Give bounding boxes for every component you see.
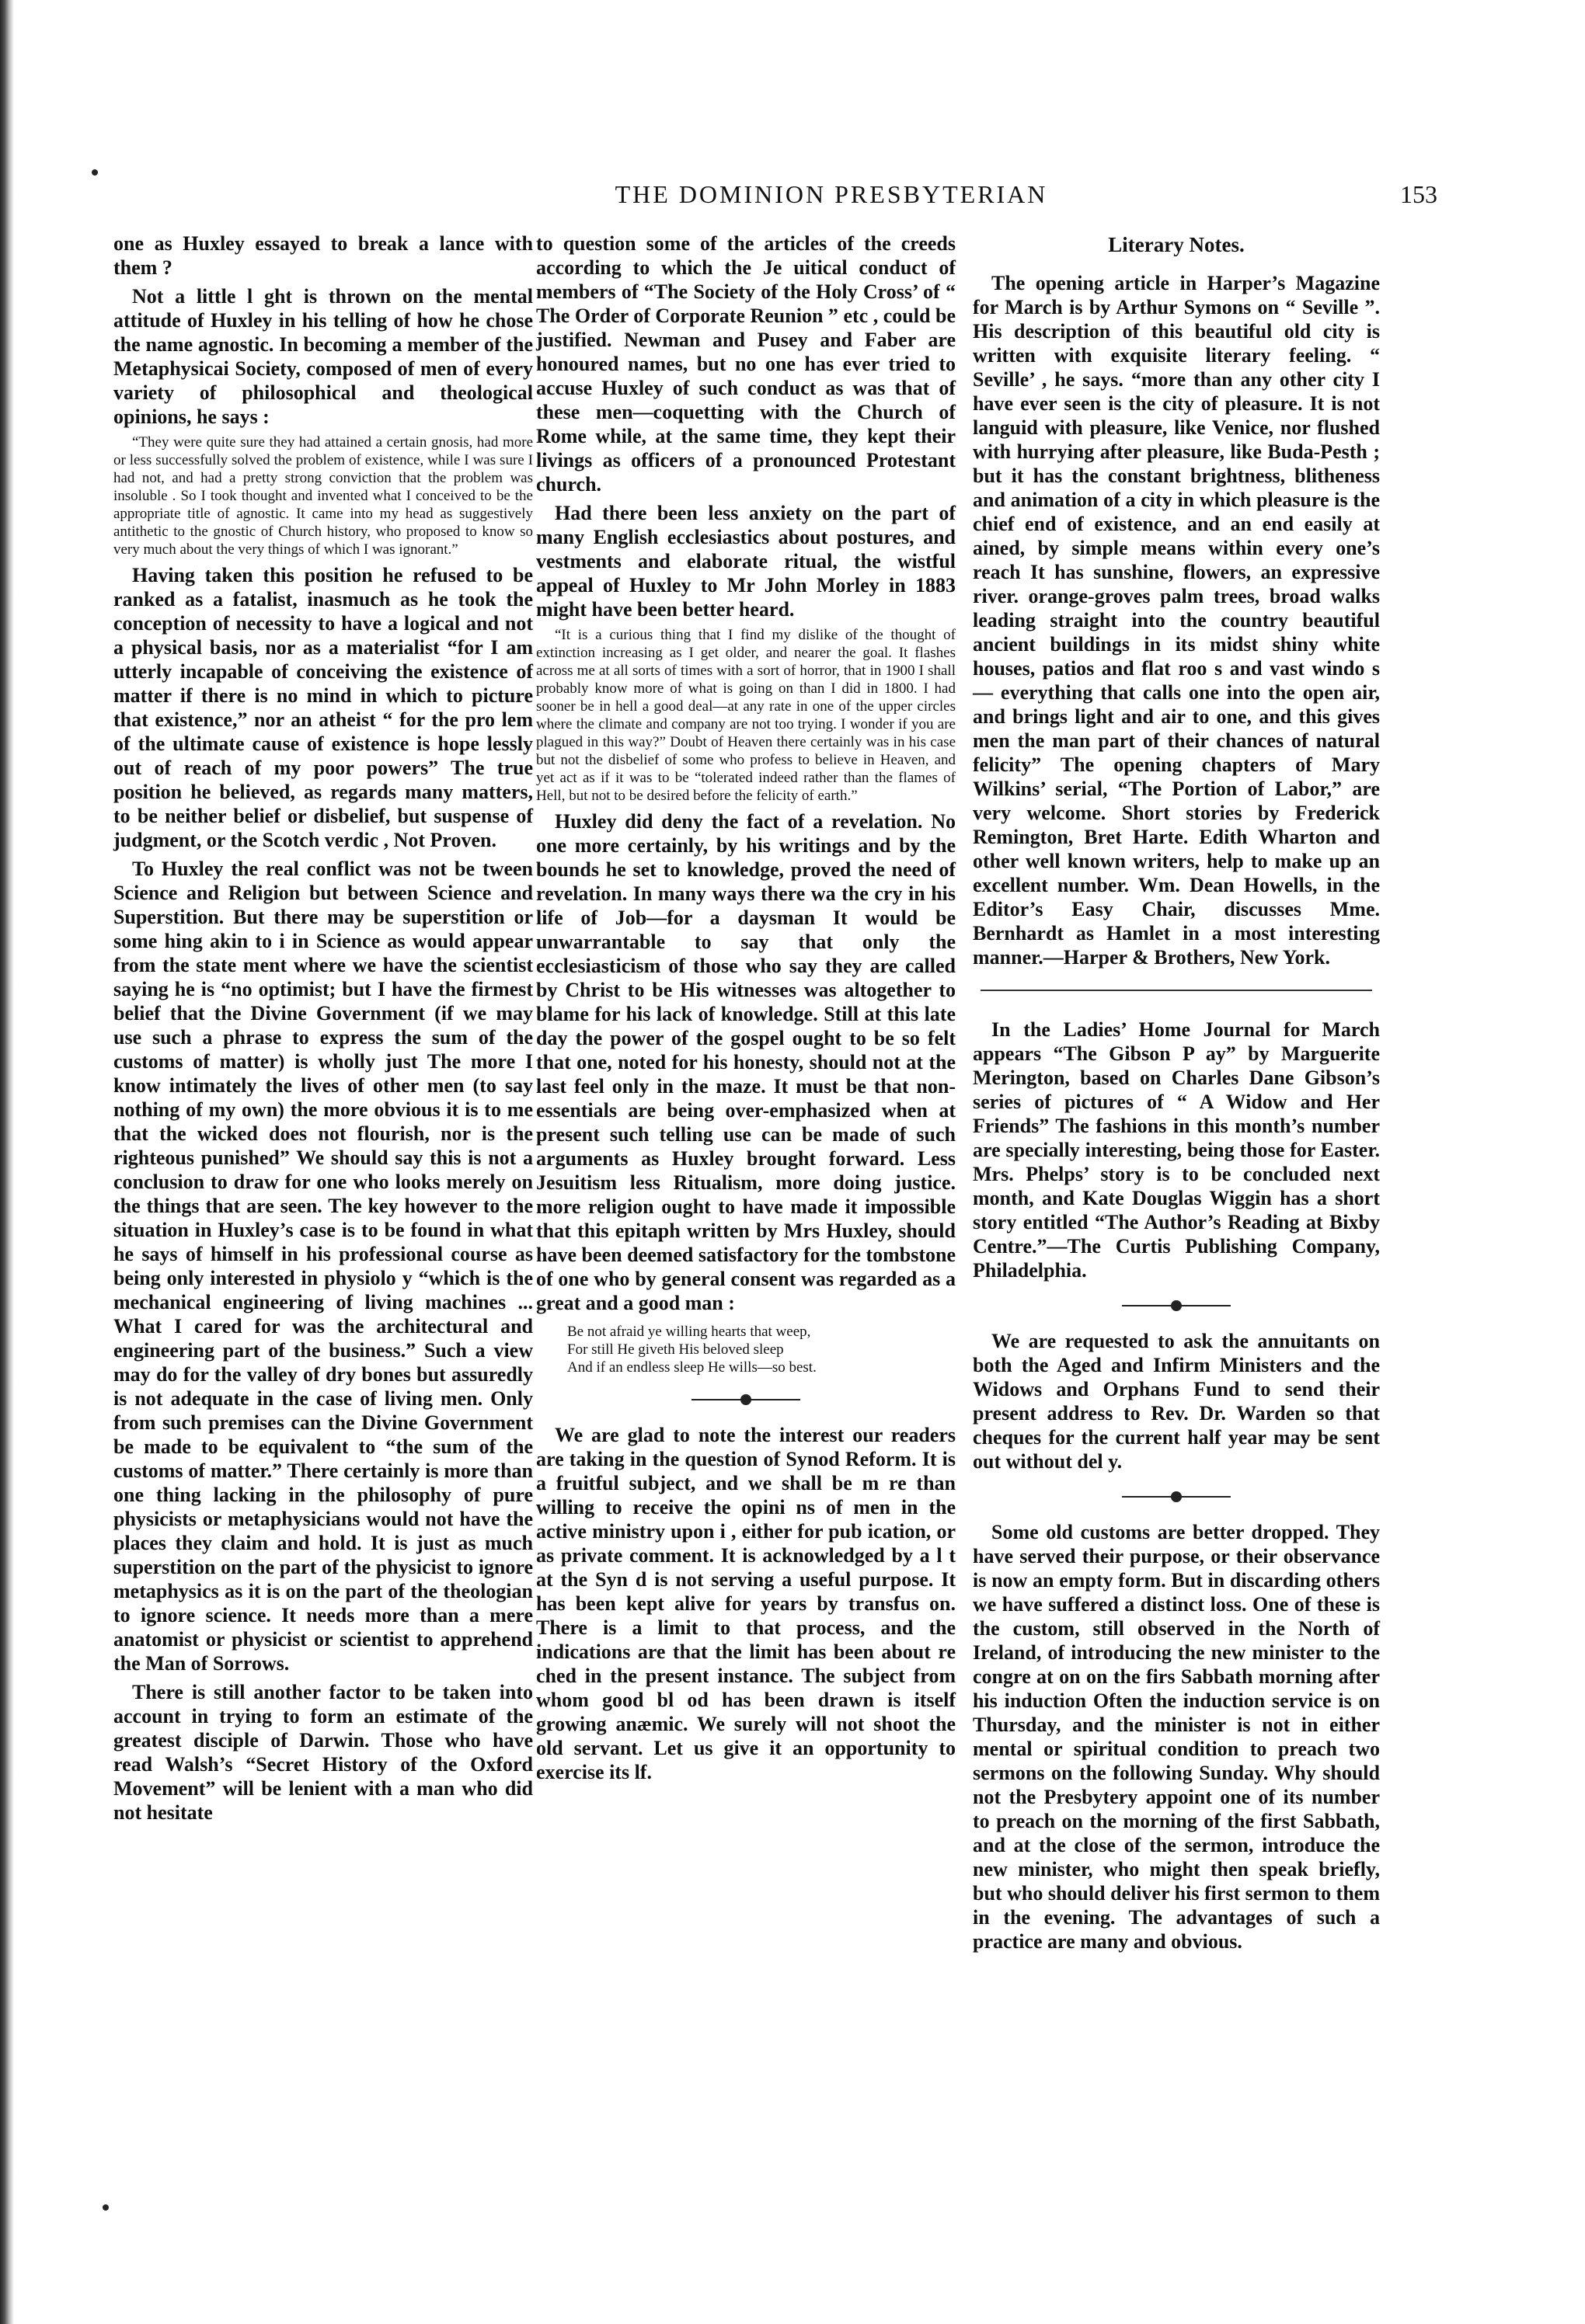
section-divider xyxy=(973,1481,1380,1512)
epitaph-poem xyxy=(567,1323,956,1376)
paragraph: We are requested to ask the annuitants on both the Aged and Infirm Ministers and the Widows and Orphans Fund to send their present address to Rev. Dr. Warden so that cheques for the current half year may be sent out without del y. xyxy=(973,1330,1380,1473)
page-edge-shadow xyxy=(0,0,14,2324)
divider-ornament xyxy=(740,1394,751,1405)
block-quote: “It is a curious thing that I find my dislike of the thought of extinction increasing as I get older, and nearer the goal. It flashes across me at all sorts of times with a sort of horror, that in 1900 I shall probably know more of what is going on than I did in 1800. I had sooner be in hell a good deal—at any rate in one of the upper circles where the climate and company are not too trying. I wonder if you are plagued in this way?” Doubt of Heaven there certainly was in his case but not the disbelief of some who profess to believe in Heaven, and yet act as if it was to be “tolerated indeed rather than the flames of Hell, but not to be desired before the felicity of earth.” xyxy=(536,627,956,804)
column-right xyxy=(973,231,1380,1958)
paragraph: To Huxley the real conflict was not be tween Science and Religion but between Science and Superstition. But there may be superstition or some hing akin to i in Science as would appear from the state ment where we have the scientist saying he is “no optimist; but I have the firmest belief that the Divine Government (if we may use such a phrase to express the sum of the customs of matter) is wholly just The more I know intimately the lives of other men (to say nothing of my own) the more obvious it is to me that the wicked does not flourish, nor is the righteous punished” We should say this is not a conclusion to draw for one who looks merely on the things that are seen. The key however to the situation in Huxley’s case is to be found in what he says of himself in his professional course as being only interested in physiolo y “which is the mechanical engineering of living machines ... What I cared for was the architectural and engineering part of the business.” Such a view may do for the valley of dry bones but assuredly is not adequate in the case of living men. Only from such premises can the Divine Government be made to be equivalent to “the sum of the customs of matter.” There certainly is more than one thing lacking in the philosophy of pure physicists or metaphysicians would not have the places they claim and hold. It is just as much superstition on the part of the physicist to ignore metaphysics as it is on the part of the theologian to ignore science. It needs more than a mere anatomist or physicist or scientist to apprehend the Man of Sorrows. xyxy=(113,858,533,1675)
ink-speck xyxy=(92,169,98,176)
paragraph: We are glad to note the interest our readers are taking in the question of Synod Reform. It is a fruitful subject, and we shall be m re than willing to receive the opini ns of men in the active ministry upon i , either for pub ication, or as private comment. It is acknowledged by a l t at the Syn d is not serving a useful purpose. It has been kept alive for years by transfus on. There is a limit to that process, and the indications are that the limit has been about re ched in the present instance. The subject from whom good bl od has been drawn is itself growing anæmic. We surely will not shoot the old servant. Let us give it an opportunity to exercise its lf. xyxy=(536,1424,956,1783)
divider-ornament xyxy=(1171,1300,1182,1311)
paragraph: Having taken this position he refused to be ranked as a fatalist, inasmuch as he took the conception of necessity to have a logical and not a physical basis, nor as a materialist “for I am utterly incapable of conceiving the existence of matter if there is no mind in which to picture that existence,” nor an atheist “ for the pro lem of the ultimate cause of existence is hope lessly out of reach of my poor powers” The true position he believed, as regards many matters, to be neither belief or disbelief, but suspense of judgment, or the Scotch verdic , Not Proven. xyxy=(113,564,533,851)
paragraph: In the Ladies’ Home Journal for March appears “The Gibson P ay” by Marguerite Merington, based on Charles Dane Gibson’s series of pictures of “ A Widow and Her Friends” The fashions in this month’s number are specially interesting, being those for Easter. Mrs. Phelps’ story is to be concluded next month, and Kate Douglas Wiggin has a short story entitled “The Author’s Reading at Bixby Centre.”—The Curtis Publishing Company, Philadelphia. xyxy=(973,1018,1380,1282)
section-divider xyxy=(536,1384,956,1415)
paragraph: There is still another factor to be taken into account in trying to form an estimate of the greatest disciple of Darwin. Those who have read Walsh’s “Secret History of the Oxford Movement” will be lenient with a man who did not hesitate xyxy=(113,1681,533,1824)
paragraph: to question some of the articles of the creeds according to which the Je uitical conduct of members of “The Society of the Holy Cross’ of “ The Order of Corporate Reunion ” etc , could be justified. Newman and Pusey and Faber are honoured names, but no one has ever tried to accuse Huxley of such conduct as was that of these men—coquetting with the Church of Rome while, at the same time, they kept their livings as officers of a pronounced Protestant church. xyxy=(536,232,956,496)
paragraph: one as Huxley essayed to break a lance with them ? xyxy=(113,232,533,279)
paragraph: Some old customs are better dropped. They have served their purpose, or their observance is now an empty form. But in discarding others we have suffered a distinct loss. One of these is the custom, still observed in the North of Ireland, of introducing the new minister to the congre at on on the firs Sabbath morning after his induction Often the induction service is on Thursday, and the minister is not in either mental or spiritual condition to preach two sermons on the following Sunday. Why should not the Presbytery appoint one of its number to preach on the morning of the first Sabbath, and at the close of the sermon, introduce the new minister, who might then speak briefly, but who should deliver his first sermon to them in the evening. The advantages of such a practice are many and obvious. xyxy=(973,1521,1380,1953)
page-header xyxy=(85,180,1484,224)
divider-ornament xyxy=(1171,1491,1182,1502)
section-heading: Literary Notes. xyxy=(1108,233,1245,256)
block-quote: “They were quite sure they had attained a certain gnosis, had more or less successfully solved the problem of existence, while I was sure I had not, and had a pretty strong conviction that the problem was insoluble . So I took thought and invented what I conceived to be the appropriate title of agnostic. It came into my head as suggestively antithetic to the gnostic of Church history, who proposed to know so very much about the very things of which I was ignorant.” xyxy=(113,434,533,558)
ink-speck xyxy=(103,2204,109,2211)
poem-line: Be not afraid ye willing hearts that weep, xyxy=(567,1324,811,1340)
section-rule xyxy=(981,990,1372,991)
section-divider xyxy=(973,1290,1380,1321)
paragraph: Huxley did deny the fact of a revelation. No one more certainly, by his writings and by the bounds he set to knowledge, proved the need of revelation. In many ways there wa the cry in his life of Job—for a daysman It would be unwarrantable to say that only the ecclesiasticism of those who say they are called by Christ to be His witnesses was altogether to blame for his lack of knowledge. Still at this late day the power of the gospel ought to be so felt that one, noted for his honesty, should not at the last feel only in the maze. It must be that non-essentials are being over-emphasized when at present such telling use can be made of such arguments as Huxley brought forward. Less Jesuitism less Ritualism, more doing justice. more religion ought to have made it impossible that this epitaph written by Mrs Huxley, should have been deemed satisfactory for the tombstone of one who by general consent was regarded as a great and a good man : xyxy=(536,810,956,1314)
poem-line: And if an endless sleep He wills—so best. xyxy=(567,1359,817,1376)
paragraph: Not a little l ght is thrown on the mental attitude of Huxley in his telling of how he chose the name agnostic. In becoming a member of the Metaphysicai Society, composed of men of every variety of philosophical and theological opinions, he says : xyxy=(113,285,533,428)
page-number: 153 xyxy=(1400,180,1437,208)
poem-line: For still He giveth His beloved sleep xyxy=(567,1341,784,1358)
running-title: THE DOMINION PRESBYTERIAN xyxy=(615,180,1048,208)
paragraph: The opening article in Harper’s Magazine for March is by Arthur Symons on “ Seville ”. His description of this beautiful old city is written with exquisite literary feeling. “ Seville’ , he says. “more than any other city I have ever seen is the city of pleasure. It is not languid with pleasure, like Venice, nor flushed with hurrying after pleasure, like Buda-Pesth ; but it has the constant brightness, blitheness and animation of a city in which pleasure is the chief end of existence, and an end easily at ained, by simple means within every one’s reach It has sunshine, flowers, an expressive river. orange-groves palm trees, broad walks leading straight into the country beautiful ancient buildings in its midst shiny white houses, patios and flat roo s and vast windo s — everything that calls one into the open air, and brings light and air to one, and this gives men the man part of their chances of natural felicity” The opening chapters of Mary Wilkins’ serial, “The Portion of Labor,” are very welcome. Short stories by Frederick Remington, Bret Harte. Edith Wharton and other well known writers, help to make up an excellent number. Wm. Dean Howells, in the Editor’s Easy Chair, discusses Mme. Bernhardt as Hamlet in a most interesting manner.—Harper & Brothers, New York. xyxy=(973,272,1380,969)
column-middle xyxy=(536,231,956,1789)
paragraph: Had there been less anxiety on the part of many English ecclesiastics about postures, and vestments and elaborate ritual, the wistful appeal of Huxley to Mr John Morley in 1883 might have been better heard. xyxy=(536,502,956,621)
column-left xyxy=(113,231,533,1829)
